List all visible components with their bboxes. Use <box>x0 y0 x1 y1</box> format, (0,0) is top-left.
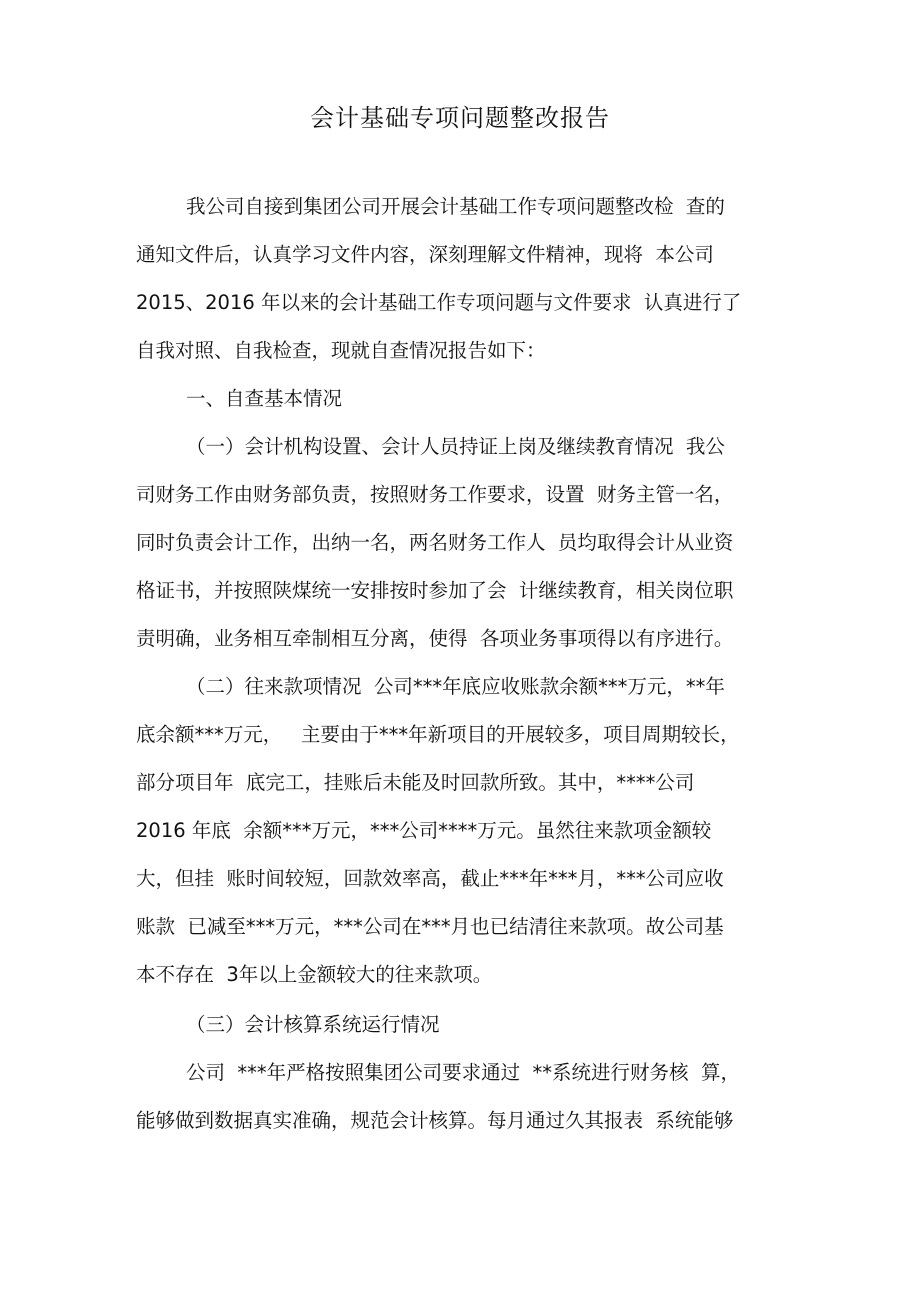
paragraph-line: 同时负责会计工作，出纳一名，两名财务工作人 员均取得会计从业资 <box>136 531 734 554</box>
section-heading: 一、自查基本情况 <box>186 387 343 410</box>
paragraph-line: 格证书，并按照陕煤统一安排按时参加了会 计继续教育，相关岗位职 <box>136 579 734 602</box>
paragraph-line: 账款 已减至***万元，***公司在***月也已结清往来款项。故公司基 <box>136 915 724 938</box>
paragraph-line: 2016 年底 余额***万元，***公司****万元。虽然往来款项金额较 <box>136 819 712 842</box>
document-title: 会计基础专项问题整改报告 <box>310 104 610 132</box>
paragraph-line: 我公司自接到集团公司开展会计基础工作专项问题整改检 查的 <box>186 195 725 218</box>
paragraph-line: 司财务工作由财务部负责，按照财务工作要求，设置 财务主管一名， <box>136 483 734 506</box>
paragraph-line: 2015、2016 年以来的会计基础工作专项问题与文件要求 认真进行了 <box>136 291 742 314</box>
paragraph-line: 责明确，业务相互牵制相互分离，使得 各项业务事项得以有序进行。 <box>136 627 734 650</box>
paragraph-line: 本不存在 3年以上金额较大的往来款项。 <box>136 963 493 986</box>
paragraph-line: 自我对照、自我检查，现就自查情况报告如下： <box>136 339 546 362</box>
paragraph-line: 部分项目年 底完工，挂账后未能及时回款所致。其中，****公司 <box>136 771 695 794</box>
paragraph-line: 通知文件后，认真学习文件内容，深刻理解文件精神，现将 本公司 <box>136 243 714 266</box>
paragraph-line: （一）会计机构设置、会计人员持证上岗及继续教育情况 我公 <box>186 435 725 458</box>
paragraph-line: 能够做到数据真实准确，规范会计核算。每月通过久其报表 系统能够 <box>136 1109 734 1132</box>
paragraph-line: 底余额***万元， 主要由于***年新项目的开展较多，项目周期较长， <box>136 723 740 746</box>
section-heading: （三）会计核算系统运行情况 <box>186 1013 440 1036</box>
paragraph-line: 大，但挂 账时间较短，回款效率高，截止***年***月，***公司应收 <box>136 867 724 890</box>
paragraph-line: 公司 ***年严格按照集团公司要求通过 **系统进行财务核 算， <box>186 1061 740 1084</box>
paragraph-line: （二）往来款项情况 公司***年底应收账款余额***万元，**年 <box>186 675 725 698</box>
